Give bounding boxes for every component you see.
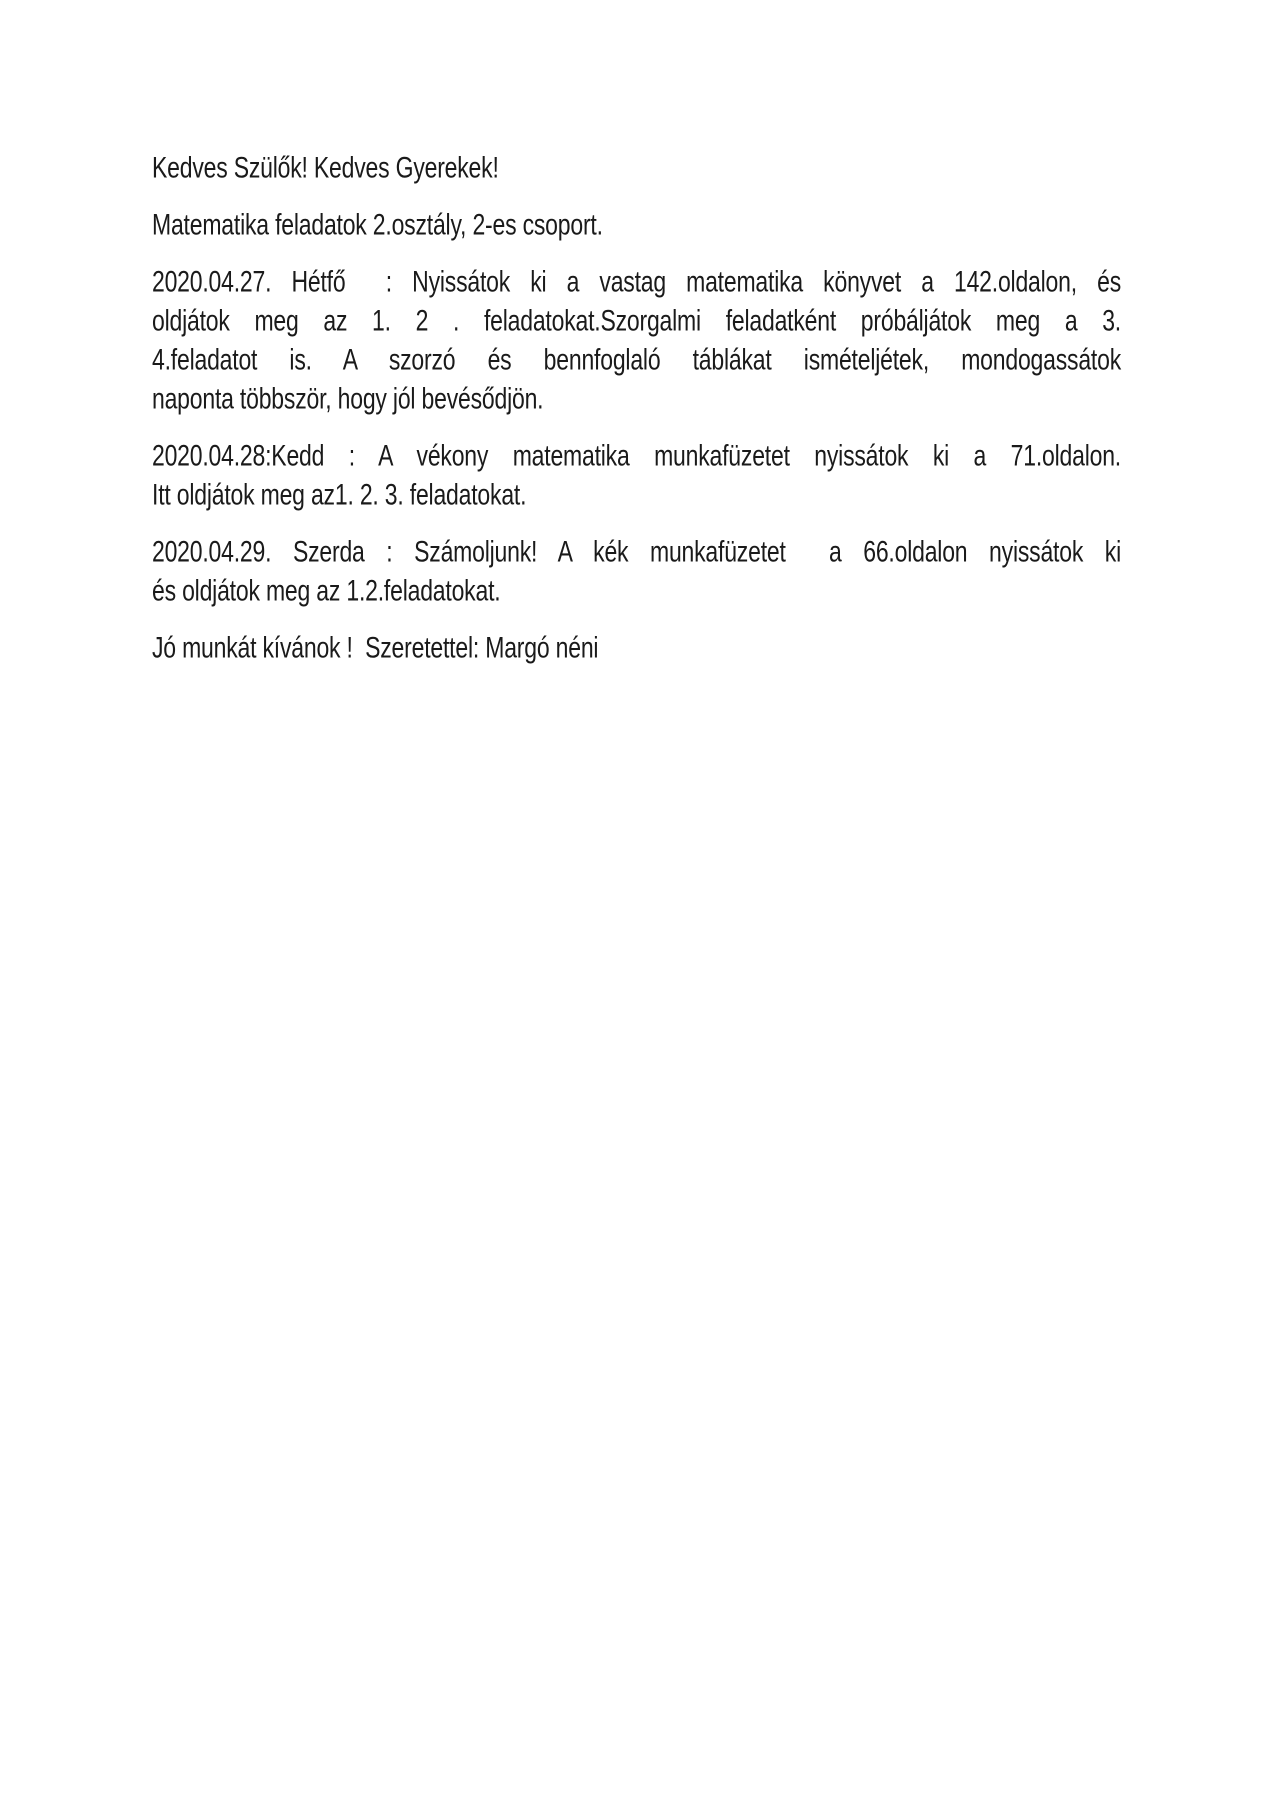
text-line: Matematika feladatok 2.osztály, 2-es csoport. <box>152 207 603 241</box>
paragraph-monday <box>152 265 1121 421</box>
document-content <box>152 151 1121 688</box>
text-line: oldjátok meg az 1. 2 . feladatokat.Szorgalmi feladatként próbáljátok meg a 3. <box>152 303 1121 337</box>
paragraph-subject <box>152 208 1121 247</box>
paragraph-signoff <box>152 631 1121 670</box>
text-line: naponta többször, hogy jól bevésődjön. <box>152 381 544 415</box>
text-line: 4.feladatot is. A szorzó és bennfoglaló táblákat ismételjétek, mondogassátok <box>152 342 1121 376</box>
paragraph-greeting <box>152 151 1121 190</box>
text-line: és oldjátok meg az 1.2.feladatokat. <box>152 573 501 607</box>
text-line: 2020.04.29. Szerda : Számoljunk! A kék munkafüzetet a 66.oldalon nyissátok ki <box>152 534 1121 568</box>
text-line: 2020.04.27. Hétfő : Nyissátok ki a vastag matematika könyvet a 142.oldalon, és <box>152 264 1121 298</box>
text-line: 2020.04.28:Kedd : A vékony matematika munkafüzetet nyissátok ki a 71.oldalon. <box>152 438 1121 472</box>
text-line: Jó munkát kívánok ! Szeretettel: Margó néni <box>152 630 599 664</box>
text-line: Itt oldjátok meg az1. 2. 3. feladatokat. <box>152 477 527 511</box>
text-line: Kedves Szülők! Kedves Gyerekek! <box>152 150 499 184</box>
paragraph-wednesday <box>152 535 1121 613</box>
paragraph-tuesday <box>152 439 1121 517</box>
